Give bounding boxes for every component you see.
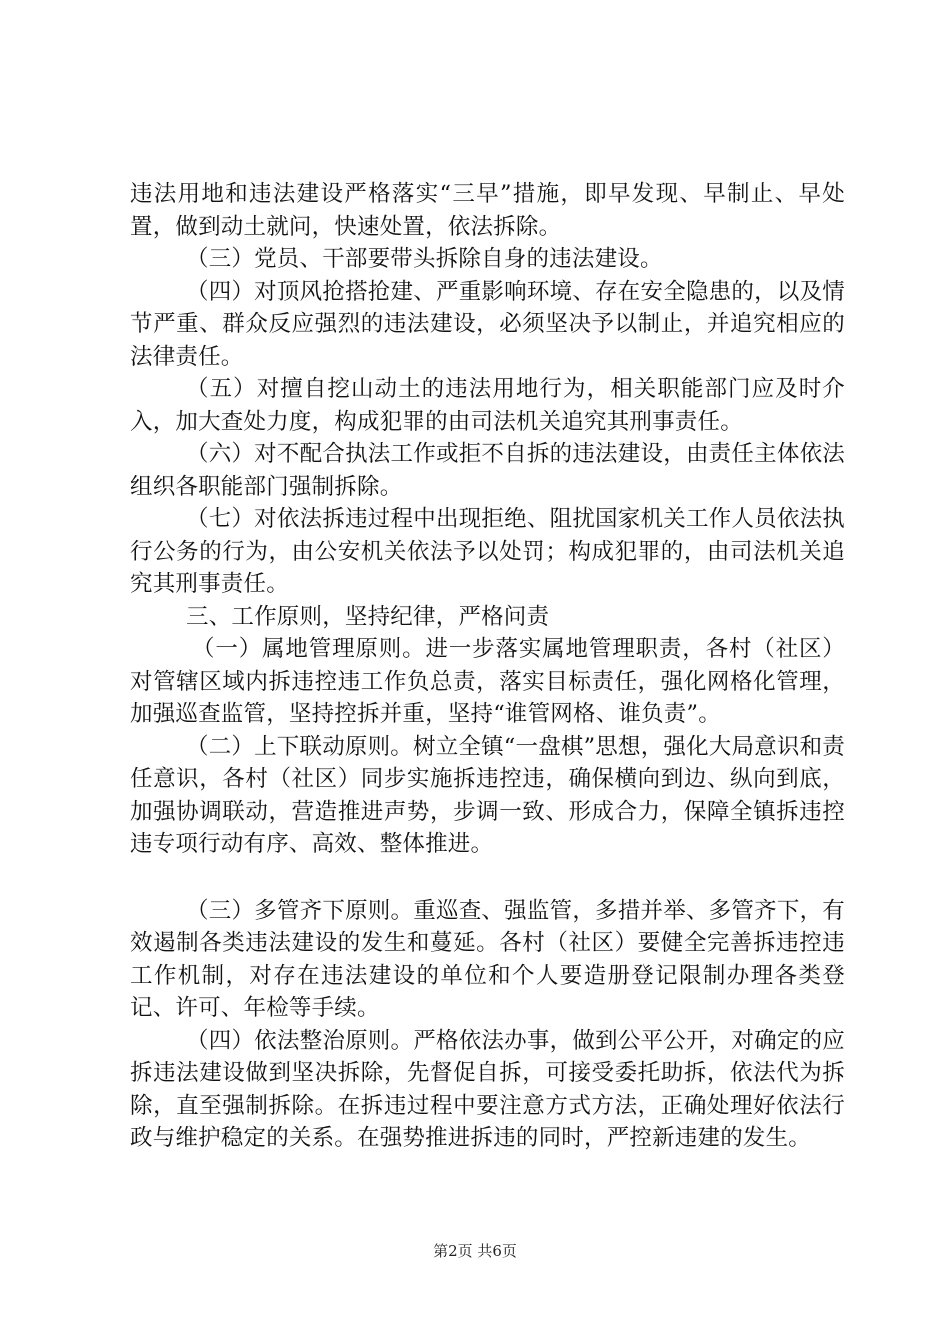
paragraph-item-6: （六）对不配合执法工作或拒不自拆的违法建设，由责任主体依法组织各职能部门强制拆除。 <box>130 441 845 500</box>
paragraph-item-3: （三）党员、干部要带头拆除自身的违法建设。 <box>186 246 663 272</box>
paragraph-continuation: 违法用地和违法建设严格落实“三早”措施，即早发现、早制止、早处置，做到动土就问，快速处置，依法拆除。 <box>130 181 845 240</box>
section-heading: 三、工作原则，坚持纪律，严格问责 <box>186 603 550 630</box>
paragraph-item-5: （五）对擅自挖山动土的违法用地行为，相关职能部门应及时介入，加大查处力度，构成犯罪的由司法机关追究其刑事责任。 <box>130 376 845 435</box>
paragraph-principle-1: （一）属地管理原则。进一步落实属地管理职责，各村（社区）对管辖区域内拆违控违工作负总责，落实目标责任，强化网格化管理，加强巡查监管，坚持控拆并重，坚持“谁管网格、谁负责”。 <box>130 636 845 727</box>
paragraph-principle-2: （二）上下联动原则。树立全镇“一盘棋”思想，强化大局意识和责任意识，各村（社区）同步实施拆违控违，确保横向到边、纵向到底，加强协调联动，营造推进声势，步调一致、形成合力，保障全镇拆违控违专项行动有序、高效、整体推进。 <box>130 733 846 857</box>
paragraph-principle-4: （四）依法整治原则。严格依法办事，做到公平公开，对确定的应拆违法建设做到坚决拆除，先督促自拆，可接受委托助拆，依法代为拆除，直至强制拆除。在拆违过程中要注意方式方法，正确处理好依法行政与维护稳定的关系。在强势推进拆违的同时，严控新违建的发生。 <box>130 1027 845 1151</box>
paragraph-item-4: （四）对顶风抢搭抢建、严重影响环境、存在安全隐患的，以及情节严重、群众反应强烈的违法建设，必须坚决予以制止，并追究相应的法律责任。 <box>130 278 845 370</box>
document-body <box>130 178 845 1155</box>
paragraph-principle-3: （三）多管齐下原则。重巡查、强监管，多措并举、多管齐下，有效遏制各类违法建设的发生和蔓延。各村（社区）要健全完善拆违控违工作机制，对存在违法建设的单位和个人要造册登记限制办理各类登记、许可、年检等手续。 <box>130 897 845 1021</box>
paragraph-gap <box>130 861 845 895</box>
page-footer: 第2页 共6页 <box>433 1242 517 1260</box>
paragraph-item-7: （七）对依法拆违过程中出现拒绝、阻扰国家机关工作人员依法执行公务的行为，由公安机关依法予以处罚；构成犯罪的，由司法机关追究其刑事责任。 <box>130 506 845 597</box>
